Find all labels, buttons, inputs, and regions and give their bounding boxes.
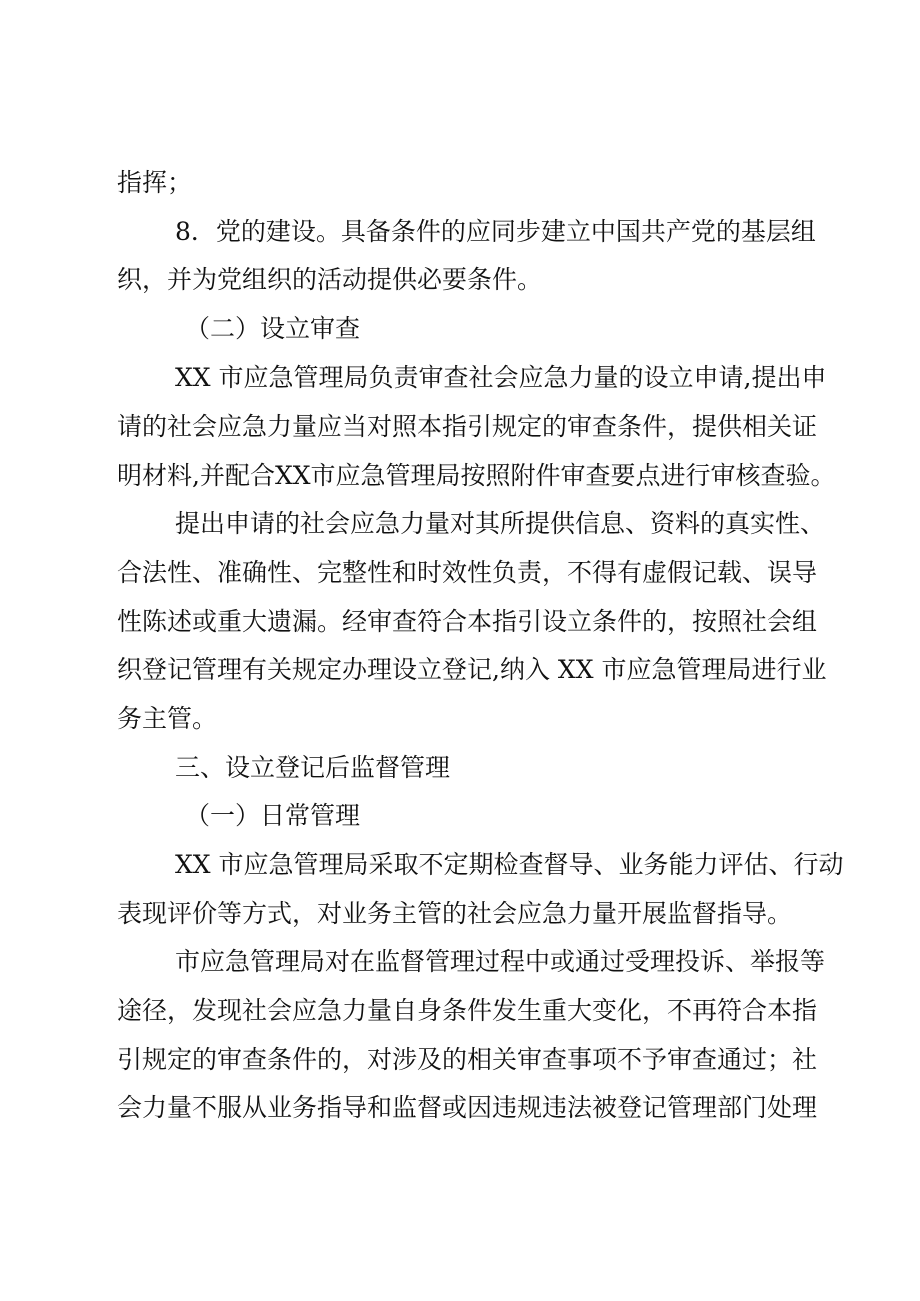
paragraph-line: 提出申请的社会应急力量对其所提供信息、资料的真实性、 (175, 509, 826, 538)
paragraph-line: 明材料,并配合XX市应急管理局按照附件审查要点进行审核查验。 (117, 461, 836, 490)
paragraph-line: XX 市应急管理局负责审查社会应急力量的设立申请,提出申 (175, 363, 827, 392)
paragraph-line: 织，并为党组织的活动提供必要条件。 (117, 265, 543, 294)
section-heading: （二）设立审查 (185, 314, 361, 343)
paragraph-line: XX 市应急管理局采取不定期检查督导、业务能力评估、行动 (175, 850, 844, 879)
section-heading: 三、设立登记后监督管理 (175, 753, 451, 782)
paragraph-line: 会力量不服从业务指导和监督或因违规违法被登记管理部门处理 (117, 1093, 818, 1122)
paragraph-line: 途径，发现社会应急力量自身条件发生重大变化，不再符合本指 (117, 996, 818, 1025)
paragraph-line: 市应急管理局对在监督管理过程中或通过受理投诉、举报等 (175, 947, 826, 976)
paragraph-line: 表现评价等方式，对业务主管的社会应急力量开展监督指导。 (117, 899, 793, 928)
paragraph-line: 务主管。 (117, 704, 218, 733)
paragraph-line: 8．党的建设。具备条件的应同步建立中国共产党的基层组 (175, 217, 816, 246)
paragraph-line: 性陈述或重大遗漏。经审查符合本指引设立条件的，按照社会组 (117, 607, 818, 636)
paragraph-line: 请的社会应急力量应当对照本指引规定的审查条件，提供相关证 (117, 412, 818, 441)
paragraph-line: 合法性、准确性、完整性和时效性负责，不得有虚假记载、误导 (117, 558, 818, 587)
section-heading: （一）日常管理 (185, 801, 361, 830)
paragraph-line: 引规定的审查条件的，对涉及的相关审查事项不予审查通过；社 (117, 1045, 818, 1074)
paragraph-line: 织登记管理有关规定办理设立登记,纳入 XX 市应急管理局进行业 (117, 655, 827, 684)
paragraph-line: 指挥； (117, 168, 193, 197)
